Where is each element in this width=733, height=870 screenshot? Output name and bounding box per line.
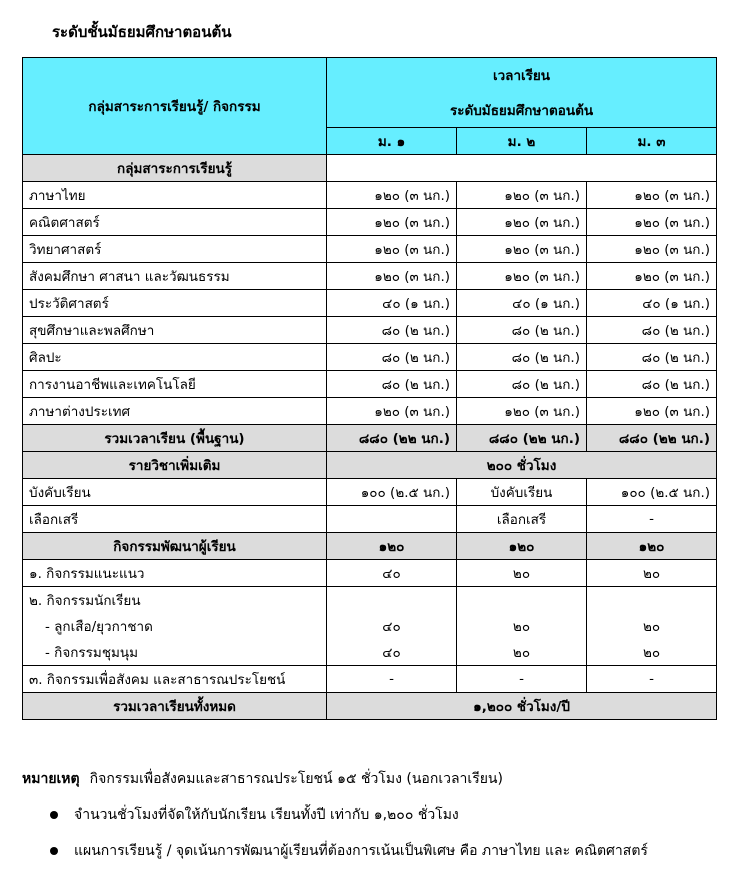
hours-m3: ๑๒๐ (๓ นก.) <box>587 209 717 236</box>
subject-row <box>23 344 717 371</box>
elective-m1 <box>327 506 457 533</box>
hours-m2: ๑๒๐ (๓ นก.) <box>457 263 587 290</box>
note-heading: หมายเหตุ <box>22 771 80 787</box>
subject-name: สุขศึกษาและพลศึกษา <box>23 317 327 344</box>
subject-name: วิทยาศาสตร์ <box>23 236 327 263</box>
guidance-m2: ๒๐ <box>457 560 587 587</box>
hours-m2: ๘๐ (๒ นก.) <box>457 344 587 371</box>
activities-m2: ๑๒๐ <box>457 533 587 560</box>
hours-m3: ๘๐ (๒ นก.) <box>587 371 717 398</box>
clubs-row <box>23 639 717 666</box>
curriculum-table <box>22 57 717 720</box>
elective-m3: - <box>587 506 717 533</box>
subject-row <box>23 317 717 344</box>
scouts-m1: ๔๐ <box>327 613 457 639</box>
required-m1: ๑๐๐ (๒.๕ นก.) <box>327 479 457 506</box>
guidance-m3: ๒๐ <box>587 560 717 587</box>
subject-row <box>23 290 717 317</box>
required-label: บังคับเรียน <box>23 479 327 506</box>
bullet-dot-icon <box>50 811 58 819</box>
note-bullet-text: จำนวนชั่วโมงที่จัดให้กับนักเรียน เรียนทั้งปี เท่ากับ ๑,๒๐๐ ชั่วโมง <box>74 807 459 823</box>
elective-label: เลือกเสรี <box>23 506 327 533</box>
total-all-label: รวมเวลาเรียนทั้งหมด <box>23 693 327 720</box>
activities-m3: ๑๒๐ <box>587 533 717 560</box>
subject-row <box>23 236 717 263</box>
subject-row <box>23 182 717 209</box>
note-bullet-text: แผนการเรียนรู้ / จุดเน้นการพัฒนาผู้เรียนที่ต้องการเน้นเป็นพิเศษ คือ ภาษาไทย และ คณิตศาสตร์ <box>74 843 648 859</box>
note-bullet <box>22 840 722 862</box>
guidance-row <box>23 560 717 587</box>
scouts-m2: ๒๐ <box>457 613 587 639</box>
subject-name: ภาษาต่างประเทศ <box>23 398 327 425</box>
hours-m1: ๘๐ (๒ นก.) <box>327 317 457 344</box>
scouts-m3: ๒๐ <box>587 613 717 639</box>
social-row <box>23 666 717 693</box>
total-basic-m2: ๘๘๐ (๒๒ นก.) <box>457 425 587 452</box>
social-m1: - <box>327 666 457 693</box>
hours-m2: ๑๒๐ (๓ นก.) <box>457 236 587 263</box>
subject-row <box>23 398 717 425</box>
total-basic-m3: ๘๘๐ (๒๒ นก.) <box>587 425 717 452</box>
extra-label: รายวิชาเพิ่มเติม <box>23 452 327 479</box>
total-basic-m1: ๘๘๐ (๒๒ นก.) <box>327 425 457 452</box>
subject-name: การงานอาชีพและเทคโนโลยี <box>23 371 327 398</box>
subject-name: ศิลปะ <box>23 344 327 371</box>
note-line <box>22 768 722 790</box>
bullet-dot-icon <box>50 847 58 855</box>
hours-m3: ๑๒๐ (๓ นก.) <box>587 236 717 263</box>
group-header: กลุ่มสาระการเรียนรู้/ กิจกรรม <box>23 58 327 155</box>
subject-row <box>23 263 717 290</box>
hours-m1: ๑๒๐ (๓ นก.) <box>327 209 457 236</box>
hours-m2: ๑๒๐ (๓ นก.) <box>457 182 587 209</box>
core-section-row <box>23 155 717 182</box>
hours-m2: ๘๐ (๒ นก.) <box>457 317 587 344</box>
extra-value: ๒๐๐ ชั่วโมง <box>327 452 717 479</box>
required-row <box>23 479 717 506</box>
hours-m3: ๔๐ (๑ นก.) <box>587 290 717 317</box>
guidance-label: ๑. กิจกรรมแนะแนว <box>23 560 327 587</box>
grade-m2: ม. ๒ <box>457 127 587 154</box>
core-section-label: กลุ่มสาระการเรียนรู้ <box>23 155 327 182</box>
subject-row <box>23 371 717 398</box>
total-basic-row <box>23 425 717 452</box>
hours-m3: ๘๐ (๒ นก.) <box>587 317 717 344</box>
note-text: กิจกรรมเพื่อสังคมและสาธารณประโยชน์ ๑๕ ชั่วโมง (นอกเวลาเรียน) <box>89 771 503 787</box>
subject-name: คณิตศาสตร์ <box>23 209 327 236</box>
activities-label: กิจกรรมพัฒนาผู้เรียน <box>23 533 327 560</box>
grade-m1: ม. ๑ <box>327 127 457 154</box>
hours-m3: ๑๒๐ (๓ นก.) <box>587 182 717 209</box>
page-title: ระดับชั้นมัธยมศึกษาตอนต้น <box>52 23 232 41</box>
scouts-label: - ลูกเสือ/ยุวกาชาด <box>23 613 327 639</box>
scouts-row <box>23 613 717 639</box>
subject-name: สังคมศึกษา ศาสนา และวัฒนธรรม <box>23 263 327 290</box>
hours-m2: ๔๐ (๑ นก.) <box>457 290 587 317</box>
level-header: ระดับมัธยมศึกษาตอนต้น <box>327 92 717 127</box>
social-m2: - <box>457 666 587 693</box>
extra-row <box>23 452 717 479</box>
activities-row <box>23 533 717 560</box>
notes <box>22 768 722 862</box>
hours-m1: ๑๒๐ (๓ นก.) <box>327 398 457 425</box>
activities-m1: ๑๒๐ <box>327 533 457 560</box>
grade-m3: ม. ๓ <box>587 127 717 154</box>
hours-m3: ๑๒๐ (๓ นก.) <box>587 263 717 290</box>
total-all-row <box>23 693 717 720</box>
hours-m1: ๑๒๐ (๓ นก.) <box>327 263 457 290</box>
subject-name: ภาษาไทย <box>23 182 327 209</box>
student-activities-label: ๒. กิจกรรมนักเรียน <box>23 587 327 614</box>
header-row <box>23 58 717 93</box>
hours-m2: ๑๒๐ (๓ นก.) <box>457 398 587 425</box>
clubs-m1: ๔๐ <box>327 639 457 666</box>
hours-m1: ๑๒๐ (๓ นก.) <box>327 236 457 263</box>
clubs-m3: ๒๐ <box>587 639 717 666</box>
hours-m1: ๘๐ (๒ นก.) <box>327 371 457 398</box>
clubs-label: - กิจกรรมชุมนุม <box>23 639 327 666</box>
required-m3: ๑๐๐ (๒.๕ นก.) <box>587 479 717 506</box>
hours-m1: ๑๒๐ (๓ นก.) <box>327 182 457 209</box>
social-m3: - <box>587 666 717 693</box>
guidance-m1: ๔๐ <box>327 560 457 587</box>
subject-name: ประวัติศาสตร์ <box>23 290 327 317</box>
student-activities-row <box>23 587 717 614</box>
note-bullet <box>22 804 722 826</box>
hours-m2: ๘๐ (๒ นก.) <box>457 371 587 398</box>
social-label: ๓. กิจกรรมเพื่อสังคม และสาธารณประโยชน์ <box>23 666 327 693</box>
total-basic-label: รวมเวลาเรียน (พื้นฐาน) <box>23 425 327 452</box>
hours-m2: ๑๒๐ (๓ นก.) <box>457 209 587 236</box>
hours-m1: ๔๐ (๑ นก.) <box>327 290 457 317</box>
clubs-m2: ๒๐ <box>457 639 587 666</box>
subject-row <box>23 209 717 236</box>
hours-m1: ๘๐ (๒ นก.) <box>327 344 457 371</box>
elective-m2: เลือกเสรี <box>457 506 587 533</box>
total-all-value: ๑,๒๐๐ ชั่วโมง/ปี <box>327 693 717 720</box>
time-header: เวลาเรียน <box>327 58 717 93</box>
hours-m3: ๘๐ (๒ นก.) <box>587 344 717 371</box>
hours-m3: ๑๒๐ (๓ นก.) <box>587 398 717 425</box>
required-m2: บังคับเรียน <box>457 479 587 506</box>
elective-row <box>23 506 717 533</box>
